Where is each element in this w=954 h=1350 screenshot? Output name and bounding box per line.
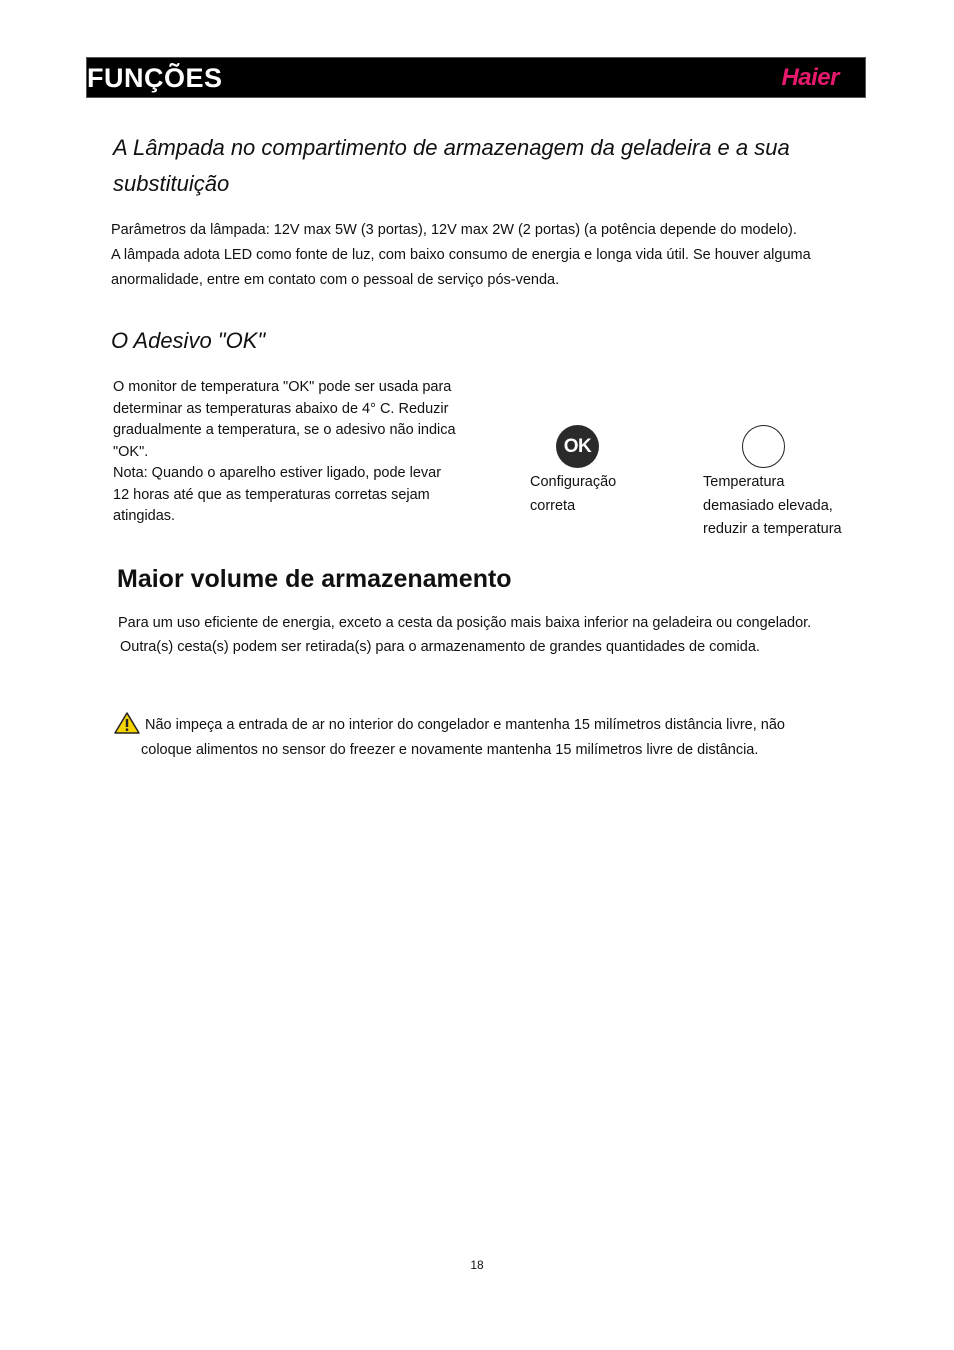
ok-description-line: determinar as temperaturas abaixo de 4° C. Reduzir (113, 400, 449, 417)
ok-description-line: atingidas. (113, 508, 176, 524)
warning-text-line2: coloque alimentos no sensor do freezer e novamente mantenha 15 milímetros livre de distância. (141, 742, 759, 758)
warning-text-line1: Não impeça a entrada de ar no interior do congelador e mantenha 15 milímetros distância livre, não (145, 717, 785, 733)
high-temp-caption-line2: demasiado elevada, (703, 498, 833, 514)
blank-sticker-icon (742, 425, 785, 468)
storage-section-title: Maior volume de armazenamento (117, 565, 512, 593)
high-temp-caption-line3: reduzir a temperatura (703, 521, 842, 537)
header-bar (86, 57, 866, 98)
ok-sticker-label: OK (563, 435, 592, 457)
storage-paragraph-line2: Outra(s) cesta(s) podem ser retirada(s) para o armazenamento de grandes quantidades de comida. (120, 639, 760, 655)
ok-sticker-icon (556, 425, 599, 468)
ok-description-line: Nota: Quando o aparelho estiver ligado, pode levar (113, 465, 442, 481)
high-temp-caption-line1: Temperatura (703, 474, 785, 490)
lamp-section-title-line2: substituição (113, 171, 230, 196)
ok-description (113, 377, 505, 528)
lamp-paragraph-line1: Parâmetros da lâmpada: 12V max 5W (3 portas), 12V max 2W (2 portas) (a potência depende do modelo). (111, 222, 797, 238)
brand-logo: Haier (781, 64, 839, 91)
ok-description-line: gradualmente a temperatura, se o adesivo não indica (113, 422, 456, 438)
lamp-section-title-line1: A Lâmpada no compartimento de armazenagem da geladeira e a sua (113, 135, 790, 160)
lamp-paragraph-line2: A lâmpada adota LED como fonte de luz, com baixo consumo de energia e longa vida útil. Se houver alguma (111, 247, 811, 263)
warning-triangle-icon (114, 712, 140, 734)
ok-caption-line2: correta (530, 498, 576, 514)
ok-description-line: O monitor de temperatura "OK" pode ser usada para (113, 379, 452, 395)
ok-description-line: "OK". (113, 443, 149, 460)
ok-section-title: O Adesivo "OK" (111, 328, 266, 353)
lamp-paragraph-line3: anormalidade, entre em contato com o pessoal de serviço pós-venda. (111, 272, 560, 288)
storage-paragraph-line1: Para um uso eficiente de energia, exceto a cesta da posição mais baixa inferior na geladeira ou congelador. (118, 615, 812, 631)
page-title: FUNÇÕES (87, 63, 223, 93)
page-number: 18 (470, 1258, 484, 1272)
ok-description-line: 12 horas até que as temperaturas corretas sejam (113, 486, 430, 503)
ok-caption-line1: Configuração (530, 474, 617, 490)
